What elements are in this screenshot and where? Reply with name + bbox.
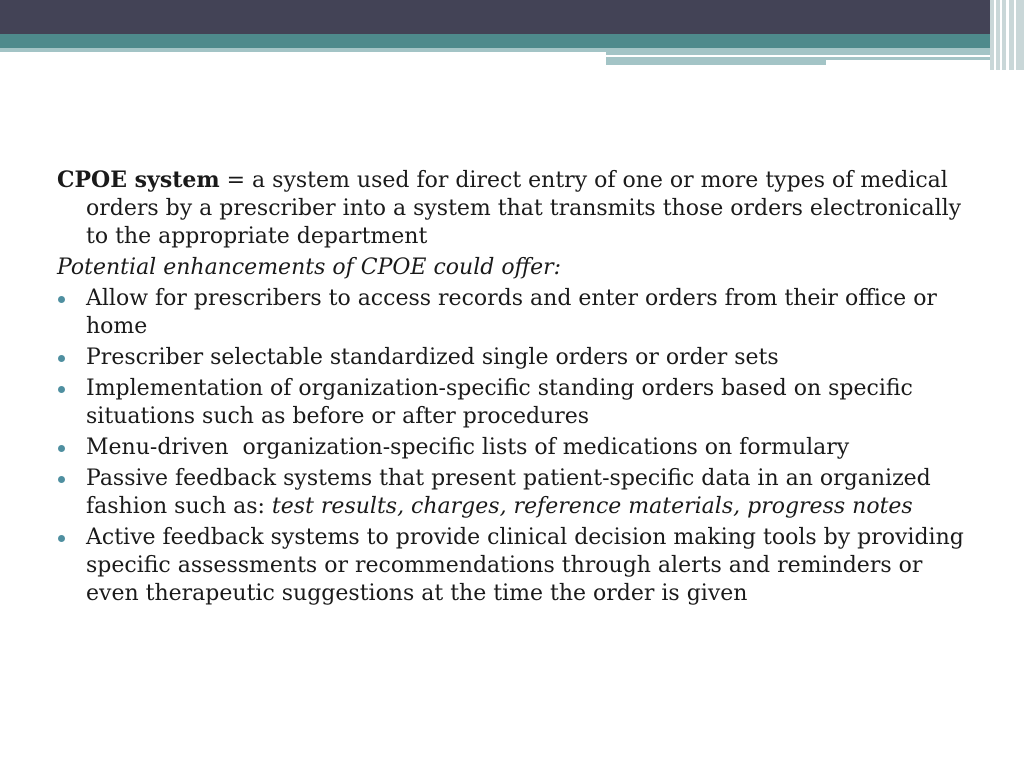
enhancements-list xyxy=(57,285,977,608)
header-step-line xyxy=(606,55,1006,57)
header-band-dark xyxy=(0,0,1024,34)
list-item xyxy=(57,434,977,462)
bullet-text: Passive feedback systems that present patient-specific data in an organized fashion such as: xyxy=(86,466,931,519)
bullet-text: Active feedback systems to provide clinical decision making tools by providing specific assessments or recommendations through alerts and reminders or even therapeutic suggestions at the time the order is given xyxy=(86,525,964,606)
definition-term: CPOE system xyxy=(57,167,220,193)
bullet-icon xyxy=(58,296,65,303)
header-band-light xyxy=(0,48,608,52)
header-step-band xyxy=(606,48,1006,60)
enhancements-lead: Potential enhancements of CPOE could offer: xyxy=(57,255,562,280)
definition-text: = a system used for direct entry of one or more types of medical orders by a prescriber into a system that transmits those orders electronically to the appropriate department xyxy=(86,168,962,249)
bullet-text: Menu-driven organization-specific lists of medications on formulary xyxy=(86,435,850,460)
bullet-text: Allow for prescribers to access records and enter orders from their office or home xyxy=(86,286,937,339)
header-stripe xyxy=(994,0,996,70)
list-item xyxy=(57,465,977,521)
bullet-icon xyxy=(58,445,65,452)
bullet-icon xyxy=(58,535,65,542)
bullet-icon xyxy=(58,476,65,483)
list-item xyxy=(57,375,977,431)
list-item xyxy=(57,524,977,608)
header-step-lower xyxy=(606,60,826,65)
slide-content xyxy=(57,166,977,611)
header-stripe xyxy=(1000,0,1002,70)
bullet-icon xyxy=(58,386,65,393)
list-item xyxy=(57,285,977,341)
header-band-teal xyxy=(0,34,1024,48)
header-stripe xyxy=(1006,0,1009,70)
list-item xyxy=(57,344,977,372)
bullet-text: Implementation of organization-specific standing orders based on specific situations such as before or after procedures xyxy=(86,376,913,429)
bullet-emphasis: test results, charges, reference materials, progress notes xyxy=(271,494,913,519)
header-stripe xyxy=(1014,0,1016,70)
header-right-stripes xyxy=(990,0,1024,70)
definition-paragraph xyxy=(57,166,977,251)
bullet-icon xyxy=(58,355,65,362)
bullet-text: Prescriber selectable standardized single orders or order sets xyxy=(86,345,779,370)
